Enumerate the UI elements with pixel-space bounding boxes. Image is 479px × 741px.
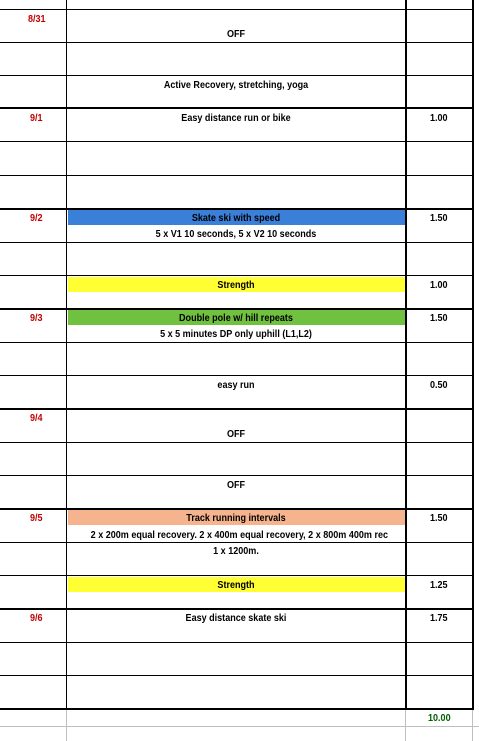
activity-easy-run: easy run	[217, 379, 255, 391]
grid-hline	[0, 107, 474, 109]
detail-track-intervals: 2 x 200m equal recovery. 2 x 400m equal recovery, 2 x 800m 400m rec	[90, 529, 389, 541]
activity-double-pole: Double pole w/ hill repeats	[179, 312, 293, 324]
grid-hline	[0, 442, 474, 443]
activity-strength: Strength	[217, 279, 255, 291]
grid-hline	[0, 9, 474, 10]
date-9-5: 9/5	[30, 512, 43, 524]
grid-hline	[0, 208, 474, 210]
hours-9-5: 1.50	[430, 512, 448, 524]
date-8-31: 8/31	[28, 13, 46, 25]
detail-track-intervals-2: 1 x 1200m.	[213, 545, 259, 557]
activity-strength: Strength	[217, 579, 255, 591]
grid-hline	[0, 708, 474, 710]
hours-9-6: 1.75	[430, 612, 448, 624]
activity-off: OFF	[226, 28, 246, 40]
activity-active-recovery: Active Recovery, stretching, yoga	[163, 79, 309, 91]
grid-hline	[0, 308, 474, 310]
date-9-3: 9/3	[30, 312, 43, 324]
grid-hline	[0, 608, 474, 610]
detail-double-pole: 5 x 5 minutes DP only uphill (L1,L2)	[160, 328, 312, 340]
date-9-6: 9/6	[30, 612, 43, 624]
grid-hline	[0, 575, 474, 576]
grid-hline	[0, 542, 474, 543]
grid-hline	[0, 75, 474, 76]
grid-hline	[0, 342, 474, 343]
activity-off: OFF	[226, 428, 246, 440]
grid-hline	[0, 475, 474, 476]
grid-hline	[0, 42, 474, 43]
activity-skate-ski: Skate ski with speed	[191, 212, 281, 224]
empty-grid-line	[472, 710, 473, 741]
grid-hline	[0, 275, 474, 276]
grid-hline	[0, 175, 474, 176]
empty-grid-line	[66, 710, 67, 741]
activity-easy-distance: Easy distance run or bike	[181, 112, 291, 124]
hours-9-3: 1.50	[430, 312, 448, 324]
grid-hline	[0, 141, 474, 142]
empty-grid-line	[0, 726, 479, 727]
total-hours: 10.00	[428, 712, 451, 724]
activity-track-intervals: Track running intervals	[186, 512, 286, 524]
hours-9-2: 1.50	[430, 212, 448, 224]
hours-strength: 1.25	[430, 579, 448, 591]
grid-hline	[0, 508, 474, 510]
grid-hline	[0, 242, 474, 243]
grid-hline	[0, 408, 474, 410]
hours-9-1: 1.00	[430, 112, 448, 124]
grid-hline	[0, 642, 474, 643]
activity-off: OFF	[226, 479, 246, 491]
hours-easy-run: 0.50	[430, 379, 448, 391]
activity-easy-skate-ski: Easy distance skate ski	[185, 612, 287, 624]
hours-strength: 1.00	[430, 279, 448, 291]
date-9-1: 9/1	[30, 112, 43, 124]
grid-hline	[0, 675, 474, 676]
grid-hline	[0, 375, 474, 376]
date-9-4: 9/4	[30, 412, 43, 424]
empty-grid-line	[405, 710, 406, 741]
detail-skate-ski: 5 x V1 10 seconds, 5 x V2 10 seconds	[155, 228, 317, 240]
date-9-2: 9/2	[30, 212, 43, 224]
